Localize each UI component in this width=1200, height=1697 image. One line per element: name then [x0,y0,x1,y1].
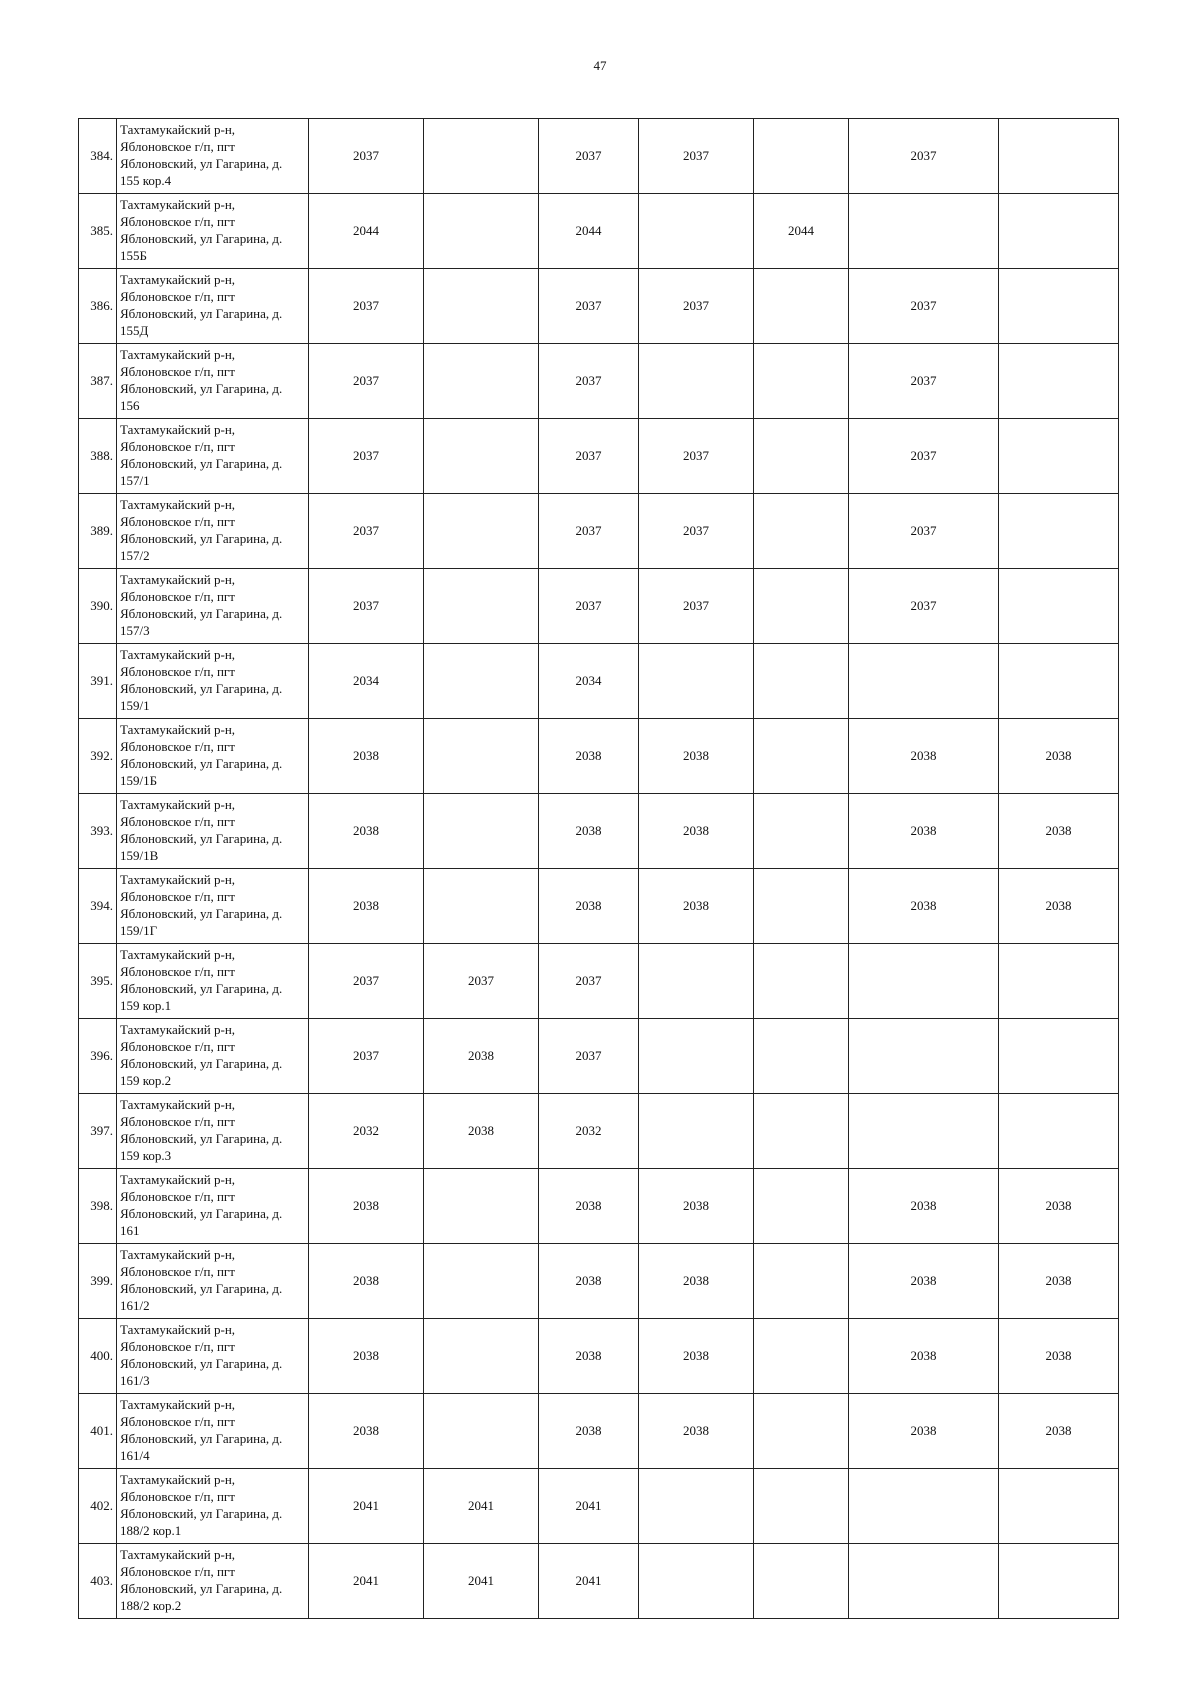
row-number: 385. [79,194,117,269]
value-cell [424,119,539,194]
address-line: Яблоновский, ул Гагарина, д. [120,831,283,846]
value-cell [424,194,539,269]
table-row [79,1469,1119,1544]
address-line: Яблоновское г/п, пгт [120,589,235,604]
address-cell [117,1319,309,1394]
address-line: Яблоновский, ул Гагарина, д. [120,906,283,921]
address-cell [117,719,309,794]
value-cell: 2037 [849,269,999,344]
address-cell [117,569,309,644]
address-line: Тахтамукайский р-н, [120,347,236,362]
value-cell [424,1319,539,1394]
address-line: Яблоновское г/п, пгт [120,1039,235,1054]
value-cell: 2038 [539,719,639,794]
row-number: 394. [79,869,117,944]
address-line: Яблоновский, ул Гагарина, д. [120,531,283,546]
value-cell: 2038 [309,1169,424,1244]
address-cell [117,944,309,1019]
address-cell [117,1469,309,1544]
address-line: 159 кор.1 [120,998,172,1013]
address-line: Тахтамукайский р-н, [120,1247,236,1262]
address-line: 155Б [120,248,147,263]
value-cell: 2038 [849,1394,999,1469]
value-cell: 2038 [539,1169,639,1244]
address-line: 161/3 [120,1373,150,1388]
address-line: 157/1 [120,473,150,488]
value-cell [754,419,849,494]
address-line: Яблоновский, ул Гагарина, д. [120,981,283,996]
value-cell [424,569,539,644]
value-cell: 2041 [539,1469,639,1544]
value-cell: 2037 [539,1019,639,1094]
table-row [79,194,1119,269]
address-line: 161 [120,1223,140,1238]
value-cell [424,419,539,494]
value-cell: 2037 [309,494,424,569]
value-cell: 2038 [639,1169,754,1244]
value-cell: 2041 [309,1544,424,1619]
value-cell: 2032 [539,1094,639,1169]
value-cell: 2038 [539,1394,639,1469]
value-cell: 2037 [539,419,639,494]
address-line: Яблоновское г/п, пгт [120,364,235,379]
table-row [79,419,1119,494]
value-cell: 2037 [309,944,424,1019]
address-line: Тахтамукайский р-н, [120,722,236,737]
address-cell [117,869,309,944]
value-cell [639,1544,754,1619]
value-cell [424,1244,539,1319]
value-cell: 2038 [539,794,639,869]
address-line: Яблоновское г/п, пгт [120,1564,235,1579]
address-line: 157/2 [120,548,150,563]
address-line: Яблоновское г/п, пгт [120,439,235,454]
address-line: Тахтамукайский р-н, [120,1547,236,1562]
value-cell [849,1019,999,1094]
row-number: 386. [79,269,117,344]
value-cell: 2037 [539,944,639,1019]
address-cell [117,794,309,869]
value-cell: 2037 [639,569,754,644]
value-cell [424,1169,539,1244]
table-row [79,269,1119,344]
address-line: Тахтамукайский р-н, [120,422,236,437]
address-line: Яблоновское г/п, пгт [120,1414,235,1429]
address-cell [117,1544,309,1619]
address-line: Яблоновское г/п, пгт [120,1489,235,1504]
value-cell: 2037 [639,494,754,569]
address-line: 159 кор.3 [120,1148,172,1163]
row-number: 403. [79,1544,117,1619]
value-cell: 2041 [539,1544,639,1619]
value-cell: 2034 [309,644,424,719]
value-cell [639,1094,754,1169]
value-cell: 2038 [309,794,424,869]
value-cell: 2037 [539,569,639,644]
address-line: Тахтамукайский р-н, [120,647,236,662]
value-cell: 2037 [849,344,999,419]
value-cell: 2037 [539,494,639,569]
value-cell: 2038 [539,1244,639,1319]
value-cell [754,269,849,344]
address-cell [117,1019,309,1094]
address-line: Яблоновское г/п, пгт [120,1114,235,1129]
value-cell [754,344,849,419]
address-line: Яблоновский, ул Гагарина, д. [120,381,283,396]
value-cell: 2041 [424,1469,539,1544]
value-cell [999,944,1119,1019]
value-cell: 2037 [639,119,754,194]
value-cell [999,194,1119,269]
address-cell [117,1094,309,1169]
address-line: 156 [120,398,140,413]
address-line: Тахтамукайский р-н, [120,1172,236,1187]
value-cell: 2037 [309,269,424,344]
address-cell [117,344,309,419]
value-cell: 2038 [999,1394,1119,1469]
value-cell [999,644,1119,719]
value-cell: 2038 [849,1244,999,1319]
address-line: 155 кор.4 [120,173,172,188]
table-row [79,869,1119,944]
address-cell [117,194,309,269]
address-line: 159/1Б [120,773,158,788]
value-cell [754,1469,849,1544]
row-number: 391. [79,644,117,719]
value-cell: 2037 [849,419,999,494]
row-number: 402. [79,1469,117,1544]
value-cell [849,1469,999,1544]
value-cell: 2038 [639,719,754,794]
value-cell [424,269,539,344]
value-cell: 2038 [999,869,1119,944]
value-cell [424,869,539,944]
value-cell: 2038 [849,719,999,794]
value-cell: 2038 [424,1094,539,1169]
address-line: Яблоновский, ул Гагарина, д. [120,1281,283,1296]
value-cell [754,794,849,869]
address-cell [117,419,309,494]
value-cell: 2041 [309,1469,424,1544]
address-line: 161/4 [120,1448,150,1463]
value-cell: 2038 [309,719,424,794]
value-cell [849,944,999,1019]
row-number: 397. [79,1094,117,1169]
address-line: Тахтамукайский р-н, [120,122,236,137]
row-number: 399. [79,1244,117,1319]
address-line: Яблоновское г/п, пгт [120,889,235,904]
row-number: 396. [79,1019,117,1094]
value-cell: 2037 [849,494,999,569]
value-cell: 2037 [309,344,424,419]
address-line: Тахтамукайский р-н, [120,497,236,512]
address-line: Яблоновское г/п, пгт [120,964,235,979]
address-line: Яблоновское г/п, пгт [120,289,235,304]
address-line: Яблоновский, ул Гагарина, д. [120,681,283,696]
value-cell: 2038 [424,1019,539,1094]
table-row [79,1169,1119,1244]
value-cell [754,1394,849,1469]
address-line: Яблоновский, ул Гагарина, д. [120,1056,283,1071]
value-cell: 2038 [309,1244,424,1319]
value-cell: 2038 [999,1319,1119,1394]
value-cell: 2038 [849,794,999,869]
address-line: Тахтамукайский р-н, [120,1022,236,1037]
value-cell: 2037 [309,569,424,644]
table-row [79,794,1119,869]
value-cell [849,194,999,269]
value-cell: 2037 [539,344,639,419]
value-cell: 2038 [849,1169,999,1244]
address-line: Яблоновский, ул Гагарина, д. [120,606,283,621]
value-cell: 2038 [639,794,754,869]
value-cell [754,1244,849,1319]
value-cell: 2037 [849,119,999,194]
table-body [79,119,1119,1619]
value-cell: 2038 [639,869,754,944]
value-cell [424,644,539,719]
value-cell [754,119,849,194]
value-cell [754,1169,849,1244]
table-row [79,1319,1119,1394]
value-cell [999,119,1119,194]
value-cell [999,1469,1119,1544]
address-line: Яблоновский, ул Гагарина, д. [120,756,283,771]
address-line: Яблоновский, ул Гагарина, д. [120,306,283,321]
row-number: 401. [79,1394,117,1469]
address-line: Тахтамукайский р-н, [120,797,236,812]
value-cell [754,644,849,719]
address-line: Яблоновский, ул Гагарина, д. [120,1356,283,1371]
address-line: Яблоновский, ул Гагарина, д. [120,1581,283,1596]
address-line: Яблоновское г/п, пгт [120,1264,235,1279]
value-cell [424,719,539,794]
address-line: Тахтамукайский р-н, [120,1097,236,1112]
value-cell [999,569,1119,644]
value-cell: 2038 [539,869,639,944]
row-number: 388. [79,419,117,494]
value-cell [754,569,849,644]
value-cell: 2037 [309,419,424,494]
table-row [79,1019,1119,1094]
value-cell: 2038 [999,794,1119,869]
page-number: 47 [593,58,607,73]
address-line: Яблоновский, ул Гагарина, д. [120,1131,283,1146]
value-cell [424,1394,539,1469]
address-line: 188/2 кор.2 [120,1598,182,1613]
address-line: Яблоновское г/п, пгт [120,214,235,229]
value-cell [999,419,1119,494]
address-line: Тахтамукайский р-н, [120,197,236,212]
value-cell [849,644,999,719]
table-row [79,719,1119,794]
data-table [78,118,1119,1619]
value-cell: 2038 [849,869,999,944]
row-number: 398. [79,1169,117,1244]
address-line: Яблоновское г/п, пгт [120,139,235,154]
value-cell [639,194,754,269]
address-line: 155Д [120,323,149,338]
value-cell: 2037 [309,119,424,194]
row-number: 400. [79,1319,117,1394]
row-number: 395. [79,944,117,1019]
address-line: Тахтамукайский р-н, [120,947,236,962]
value-cell: 2038 [639,1319,754,1394]
value-cell: 2037 [639,269,754,344]
row-number: 392. [79,719,117,794]
value-cell [999,1019,1119,1094]
address-line: Яблоновское г/п, пгт [120,664,235,679]
address-line: 159/1Г [120,923,158,938]
address-line: Яблоновский, ул Гагарина, д. [120,1431,283,1446]
value-cell [999,1094,1119,1169]
address-cell [117,1394,309,1469]
table-row [79,119,1119,194]
value-cell [754,869,849,944]
address-line: 188/2 кор.1 [120,1523,182,1538]
value-cell: 2044 [539,194,639,269]
table-row [79,344,1119,419]
value-cell [639,344,754,419]
value-cell: 2037 [309,1019,424,1094]
address-line: 159/1В [120,848,159,863]
table-row [79,1544,1119,1619]
value-cell [754,1019,849,1094]
address-line: Тахтамукайский р-н, [120,1322,236,1337]
value-cell: 2038 [309,869,424,944]
table-row [79,494,1119,569]
address-cell [117,269,309,344]
value-cell: 2041 [424,1544,539,1619]
address-line: Яблоновский, ул Гагарина, д. [120,456,283,471]
address-line: Тахтамукайский р-н, [120,572,236,587]
value-cell [754,1544,849,1619]
table-row [79,944,1119,1019]
row-number: 389. [79,494,117,569]
value-cell: 2037 [639,419,754,494]
address-line: Тахтамукайский р-н, [120,1397,236,1412]
address-line: Тахтамукайский р-н, [120,1472,236,1487]
value-cell: 2038 [849,1319,999,1394]
address-line: Яблоновское г/п, пгт [120,1339,235,1354]
value-cell [639,1469,754,1544]
value-cell: 2038 [999,1244,1119,1319]
address-line: Яблоновский, ул Гагарина, д. [120,156,283,171]
value-cell [754,1319,849,1394]
address-cell [117,119,309,194]
address-cell [117,644,309,719]
table-row [79,1094,1119,1169]
value-cell: 2038 [999,1169,1119,1244]
value-cell [424,344,539,419]
address-line: Яблоновское г/п, пгт [120,1189,235,1204]
table-row [79,1394,1119,1469]
table-row [79,644,1119,719]
row-number: 387. [79,344,117,419]
row-number: 393. [79,794,117,869]
table-row [79,1244,1119,1319]
value-cell: 2037 [539,119,639,194]
value-cell [424,494,539,569]
value-cell: 2038 [999,719,1119,794]
value-cell: 2038 [639,1244,754,1319]
value-cell: 2038 [309,1394,424,1469]
value-cell: 2034 [539,644,639,719]
address-line: 159 кор.2 [120,1073,172,1088]
value-cell [639,944,754,1019]
address-line: 161/2 [120,1298,150,1313]
value-cell: 2038 [639,1394,754,1469]
value-cell: 2032 [309,1094,424,1169]
value-cell: 2044 [754,194,849,269]
value-cell [849,1094,999,1169]
value-cell: 2038 [309,1319,424,1394]
address-line: Яблоновский, ул Гагарина, д. [120,1206,283,1221]
value-cell [754,494,849,569]
value-cell [754,1094,849,1169]
row-number: 384. [79,119,117,194]
value-cell [999,1544,1119,1619]
address-cell [117,1244,309,1319]
table-row [79,569,1119,644]
value-cell [999,269,1119,344]
value-cell [754,719,849,794]
value-cell: 2037 [424,944,539,1019]
address-line: Тахтамукайский р-н, [120,872,236,887]
address-line: Яблоновский, ул Гагарина, д. [120,231,283,246]
value-cell [639,1019,754,1094]
value-cell [754,944,849,1019]
address-line: 159/1 [120,698,150,713]
address-line: Яблоновское г/п, пгт [120,739,235,754]
address-line: 157/3 [120,623,150,638]
address-cell [117,1169,309,1244]
address-line: Яблоновский, ул Гагарина, д. [120,1506,283,1521]
row-number: 390. [79,569,117,644]
value-cell: 2037 [849,569,999,644]
value-cell [849,1544,999,1619]
address-line: Яблоновское г/п, пгт [120,514,235,529]
value-cell [999,494,1119,569]
value-cell [999,344,1119,419]
address-line: Яблоновское г/п, пгт [120,814,235,829]
value-cell: 2038 [539,1319,639,1394]
address-line: Тахтамукайский р-н, [120,272,236,287]
value-cell [424,794,539,869]
address-cell [117,494,309,569]
value-cell: 2044 [309,194,424,269]
value-cell [639,644,754,719]
value-cell: 2037 [539,269,639,344]
